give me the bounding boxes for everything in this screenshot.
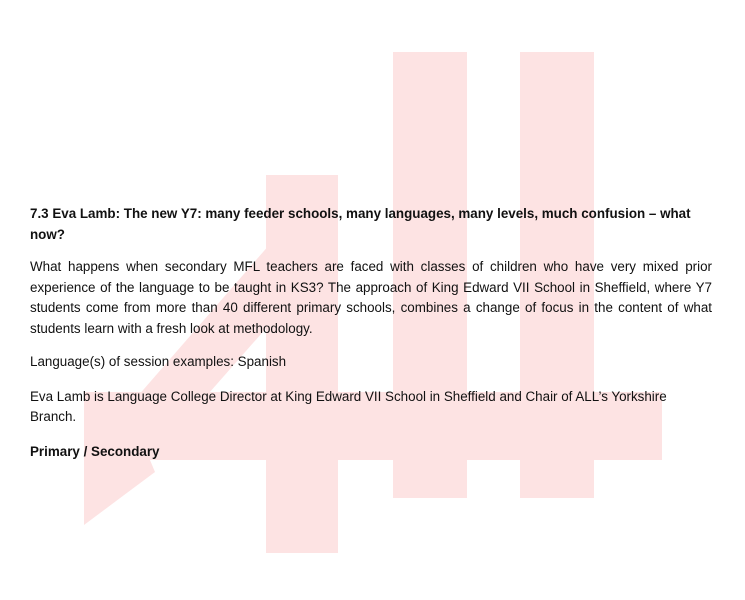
session-languages: Language(s) of session examples: Spanish [30,354,287,369]
session-abstract: What happens when secondary MFL teachers are faced with classes of children who have very mixed prior experience of the language to be taught in KS3? The approach of King Edward VII School in Sheffield, where Y7 students come from more than 40 different primary schools, combines a change of focus in the content of what students learn with a fresh look at methodology. [30,259,712,336]
session-heading: 7.3 Eva Lamb: The new Y7: many feeder schools, many languages, many levels, much confusion – what now? [30,206,691,242]
session-entry [30,204,712,462]
session-phase: Primary / Secondary [30,443,160,459]
speaker-bio: Eva Lamb is Language College Director at King Edward VII School in Sheffield and Chair of ALL’s Yorkshire Branch. [30,388,667,424]
